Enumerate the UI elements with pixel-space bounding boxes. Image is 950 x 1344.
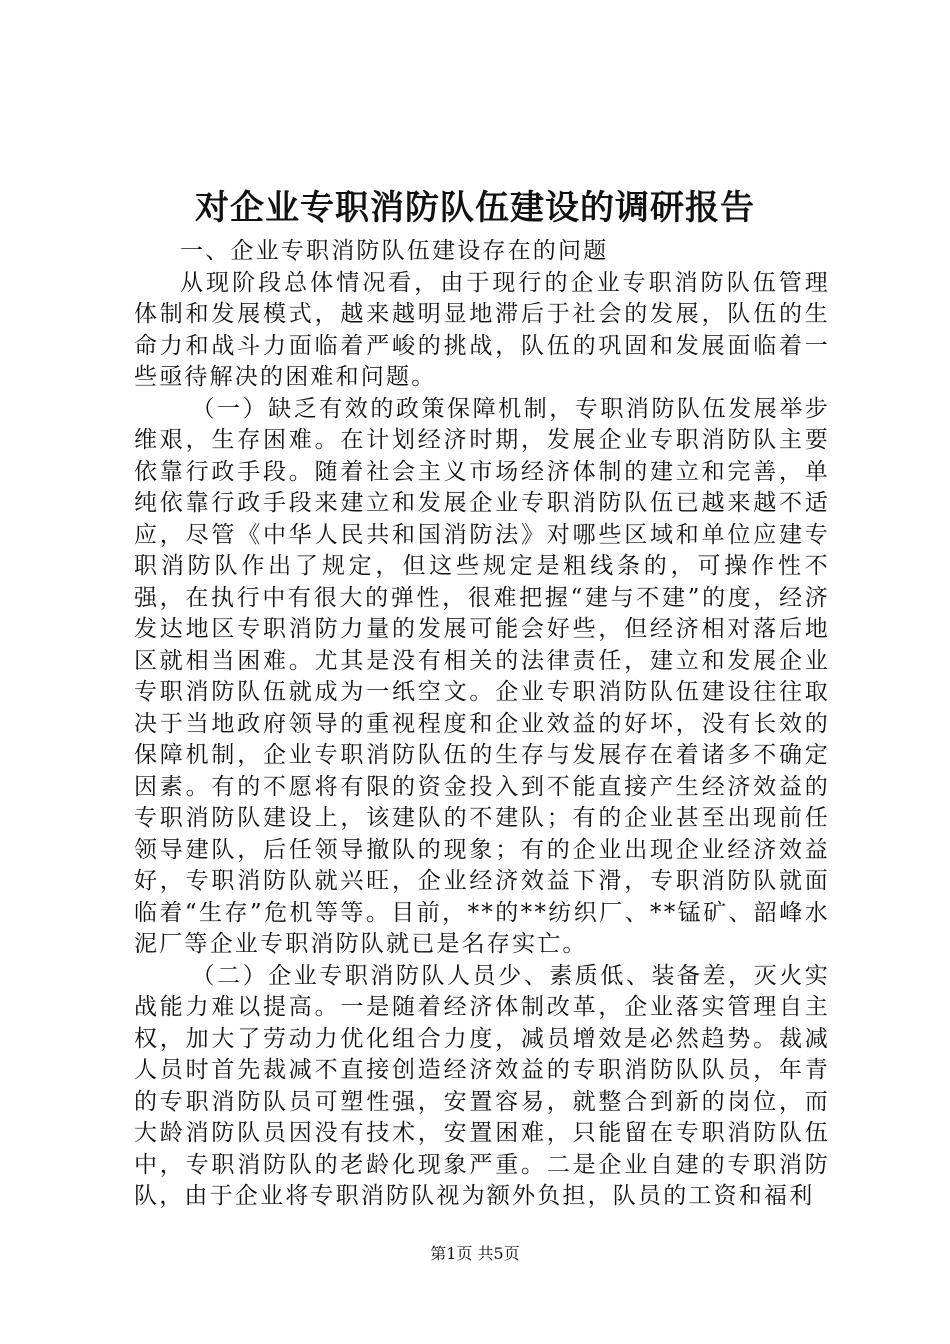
paragraph-personnel-equipment: （二）企业专职消防队人员少、素质低、装备差，灭火实战能力难以提高。一是随着经济体制改革，企业落实管理自主权，加大了劳动力优化组合力度，减员增效是必然趋势。裁减人员时首先裁减不直接创造经济效益的专职消防队队员，年青的专职消防队员可塑性强，安置容易，就整合到新的岗位，而大龄消防队员因没有技术，安置困难，只能留在专职消防队伍中，专职消防队的老龄化现象严重。二是企业自建的专职消防队，由于企业将专职消防队视为额外负担，队员的工资和福利 — [134, 962, 830, 1209]
paragraph-policy-mechanism: （一）缺乏有效的政策保障机制，专职消防队伍发展举步维艰，生存困难。在计划经济时期，发展企业专职消防队主要依靠行政手段。随着社会主义市场经济体制的建立和完善，单纯依靠行政手段来建立和发展企业专职消防队伍已越来越不适应，尽管《中华人民共和国消防法》对哪些区域和单位应建专职消防队作出了规定，但这些规定是粗线条的，可操作性不强，在执行中有很大的弹性，很难把握“建与不建”的度，经济发达地区专职消防力量的发展可能会好些，但经济相对落后地区就相当困难。尤其是没有相关的法律责任，建立和发展企业专职消防队伍就成为一纸空文。企业专职消防队伍建设往往取决于当地政府领导的重视程度和企业效益的好坏，没有长效的保障机制，企业专职消防队伍的生存与发展存在着诸多不确定因素。有的不愿将有限的资金投入到不能直接产生经济效益的专职消防队建设上，该建队的不建队；有的企业甚至出现前任领导建队，后任领导撤队的现象；有的企业出现企业经济效益好，专职消防队就兴旺，企业经济效益下滑，专职消防队就面临着“生存”危机等等。目前，**的**纺织厂、**锰矿、韶峰水泥厂等企业专职消防队就已是名存实亡。 — [134, 395, 830, 957]
document-body — [134, 236, 830, 1213]
section-heading: 一、企业专职消防队伍建设存在的问题 — [180, 238, 609, 264]
page-number-footer: 第1页 共5页 — [430, 1244, 520, 1263]
paragraph-overview: 从现阶段总体情况看，由于现行的企业专职消防队伍管理体制和发展模式，越来越明显地滞后于社会的发展，队伍的生命力和战斗力面临着严峻的挑战，队伍的巩固和发展面临着一些亟待解决的困难和问题。 — [134, 269, 830, 390]
document-title: 对企业专职消防队伍建设的调研报告 — [195, 188, 755, 228]
